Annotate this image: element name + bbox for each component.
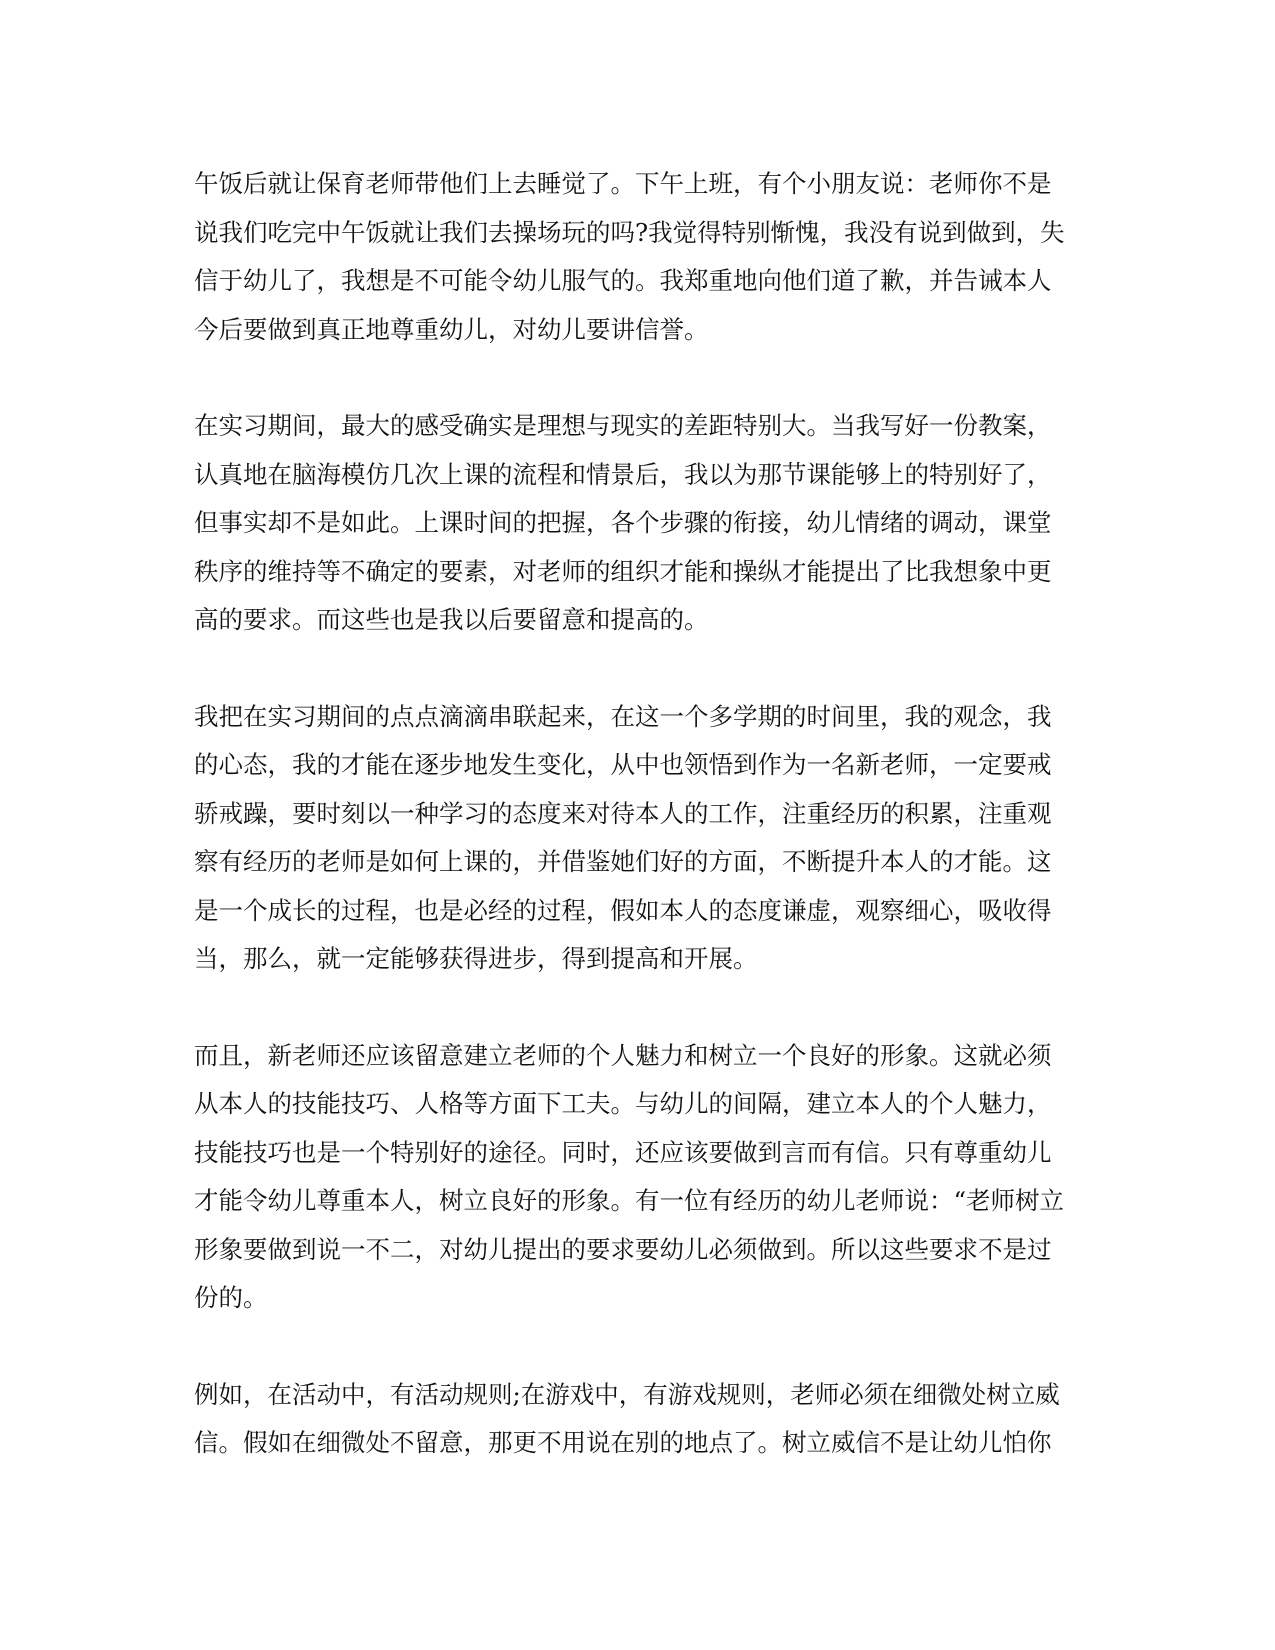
text-line: 今后要做到真正地尊重幼儿，对幼儿要讲信誉。	[194, 314, 709, 344]
text-line: 骄戒躁，要时刻以一种学习的态度来对待本人的工作，注重经历的积累，注重观	[194, 798, 1052, 828]
text-line: 从本人的技能技巧、人格等方面下工夫。与幼儿的间隔，建立本人的个人魅力，	[194, 1089, 1052, 1118]
text-line: 说我们吃完中午饭就让我们去操场玩的吗?我觉得特别惭愧，我没有说到做到，失	[194, 217, 1065, 247]
paragraph-5	[194, 1371, 1084, 1468]
text-line: 在实习期间，最大的感受确实是理想与现实的差距特别大。当我写好一份教案，	[194, 411, 1052, 440]
text-line: 份的。	[194, 1283, 268, 1312]
text-line: 午饭后就让保育老师带他们上去睡觉了。下午上班，有个小朋友说：老师你不是	[194, 169, 1052, 198]
text-line: 才能令幼儿尊重本人，树立良好的形象。有一位有经历的幼儿老师说：“老师树立	[194, 1186, 1065, 1215]
paragraph-2	[194, 402, 1084, 645]
document-body	[194, 160, 1084, 1516]
text-line: 而且，新老师还应该留意建立老师的个人魅力和树立一个良好的形象。这就必须	[194, 1040, 1052, 1070]
text-line: 我把在实习期间的点点滴滴串联起来，在这一个多学期的时间里，我的观念，我	[194, 701, 1052, 731]
text-line: 例如，在活动中，有活动规则;在游戏中，有游戏规则，老师必须在细微处树立威	[194, 1379, 1060, 1409]
paragraph-4	[194, 1032, 1084, 1323]
text-line: 是一个成长的过程，也是必经的过程，假如本人的态度谦虚，观察细心，吸收得	[194, 895, 1052, 925]
text-line: 信于幼儿了，我想是不可能令幼儿服气的。我郑重地向他们道了歉，并告诫本人	[194, 266, 1052, 295]
text-line: 高的要求。而这些也是我以后要留意和提高的。	[194, 605, 709, 634]
paragraph-1	[194, 160, 1084, 354]
text-line: 形象要做到说一不二，对幼儿提出的要求要幼儿必须做到。所以这些要求不是过	[194, 1234, 1052, 1264]
paragraph-3	[194, 693, 1084, 984]
text-line: 信。假如在细微处不留意，那更不用说在别的地点了。树立威信不是让幼儿怕你	[194, 1428, 1052, 1457]
text-line: 察有经历的老师是如何上课的，并借鉴她们好的方面，不断提升本人的才能。这	[194, 847, 1052, 876]
text-line: 但事实却不是如此。上课时间的把握，各个步骤的衔接，幼儿情绪的调动，课堂	[194, 508, 1052, 537]
text-line: 当，那么，就一定能够获得进步，得到提高和开展。	[194, 944, 758, 973]
text-line: 的心态，我的才能在逐步地发生变化，从中也领悟到作为一名新老师，一定要戒	[194, 750, 1052, 779]
text-line: 认真地在脑海模仿几次上课的流程和情景后，我以为那节课能够上的特别好了，	[194, 459, 1052, 489]
text-line: 技能技巧也是一个特别好的途径。同时，还应该要做到言而有信。只有尊重幼儿	[194, 1137, 1052, 1167]
text-line: 秩序的维持等不确定的要素，对老师的组织才能和操纵才能提出了比我想象中更	[194, 556, 1052, 586]
